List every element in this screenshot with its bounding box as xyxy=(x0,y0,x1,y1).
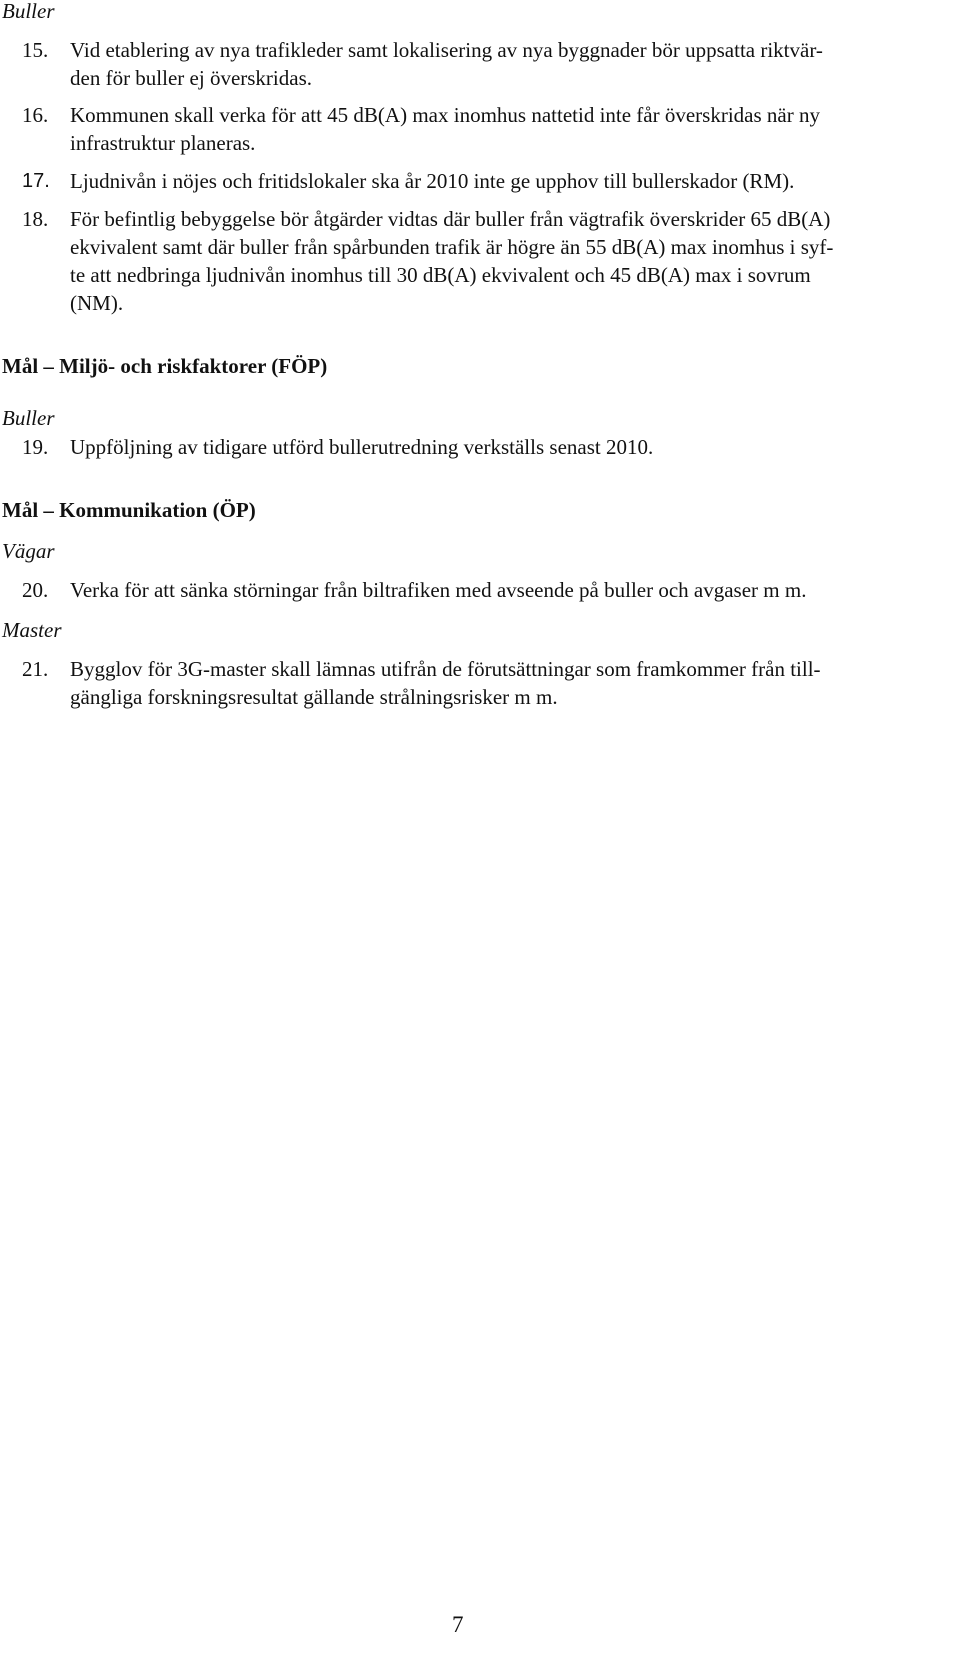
list-item-number: 15. xyxy=(22,38,49,62)
text-line: Verka för att sänka störningar från biltrafiken med avseende på buller och avgaser m m. xyxy=(70,578,807,602)
list-item-text xyxy=(70,101,950,157)
text-line: För befintlig bebyggelse bör åtgärder vidtas där buller från vägtrafik överskrider 65 dB(A) xyxy=(70,207,831,231)
text-line: te att nedbringa ljudnivån inomhus till 30 dB(A) ekvivalent och 45 dB(A) max i sovrum xyxy=(70,263,811,287)
list-item-text xyxy=(70,205,950,317)
text-line: Bygglov för 3G-master skall lämnas utifrån de förutsättningar som framkommer från till- xyxy=(70,657,821,681)
list-item-text xyxy=(70,655,950,711)
list-item-number: 19. xyxy=(22,435,49,459)
text-line: ekvivalent samt där buller från spårbunden trafik är högre än 55 dB(A) max inomhus i syf- xyxy=(70,235,834,259)
section-label-vagar: Vägar xyxy=(2,539,55,563)
text-line: (NM). xyxy=(70,291,124,315)
text-line: Uppföljning av tidigare utförd bullerutredning verkställs senast 2010. xyxy=(70,435,654,459)
list-item-number: 17. xyxy=(22,170,50,192)
list-item-number: 21. xyxy=(22,657,49,681)
list-item-text xyxy=(70,433,950,461)
list-item-text xyxy=(70,576,950,604)
list-item-number: 20. xyxy=(22,578,49,602)
section-heading-fop: Mål – Miljö- och riskfaktorer (FÖP) xyxy=(2,354,328,378)
page-number: 7 xyxy=(452,1612,464,1637)
list-item-text xyxy=(70,36,950,92)
text-line: infrastruktur planeras. xyxy=(70,131,256,155)
section-label-buller: Buller xyxy=(2,0,55,23)
list-item-text xyxy=(70,167,950,195)
section-label-buller: Buller xyxy=(2,406,55,430)
text-line: Kommunen skall verka för att 45 dB(A) max inomhus nattetid inte får överskridas när ny xyxy=(70,103,820,127)
section-heading-op: Mål – Kommunikation (ÖP) xyxy=(2,498,256,522)
text-line: Vid etablering av nya trafikleder samt lokalisering av nya byggnader bör uppsatta riktvär- xyxy=(70,38,823,62)
list-item-number: 16. xyxy=(22,103,49,127)
text-line: Ljudnivån i nöjes och fritidslokaler ska år 2010 inte ge upphov till bullerskador (RM). xyxy=(70,169,795,193)
section-label-master: Master xyxy=(2,618,62,642)
text-line: gängliga forskningsresultat gällande strålningsrisker m m. xyxy=(70,685,558,709)
text-line: den för buller ej överskridas. xyxy=(70,66,313,90)
list-item-number: 18. xyxy=(22,207,49,231)
